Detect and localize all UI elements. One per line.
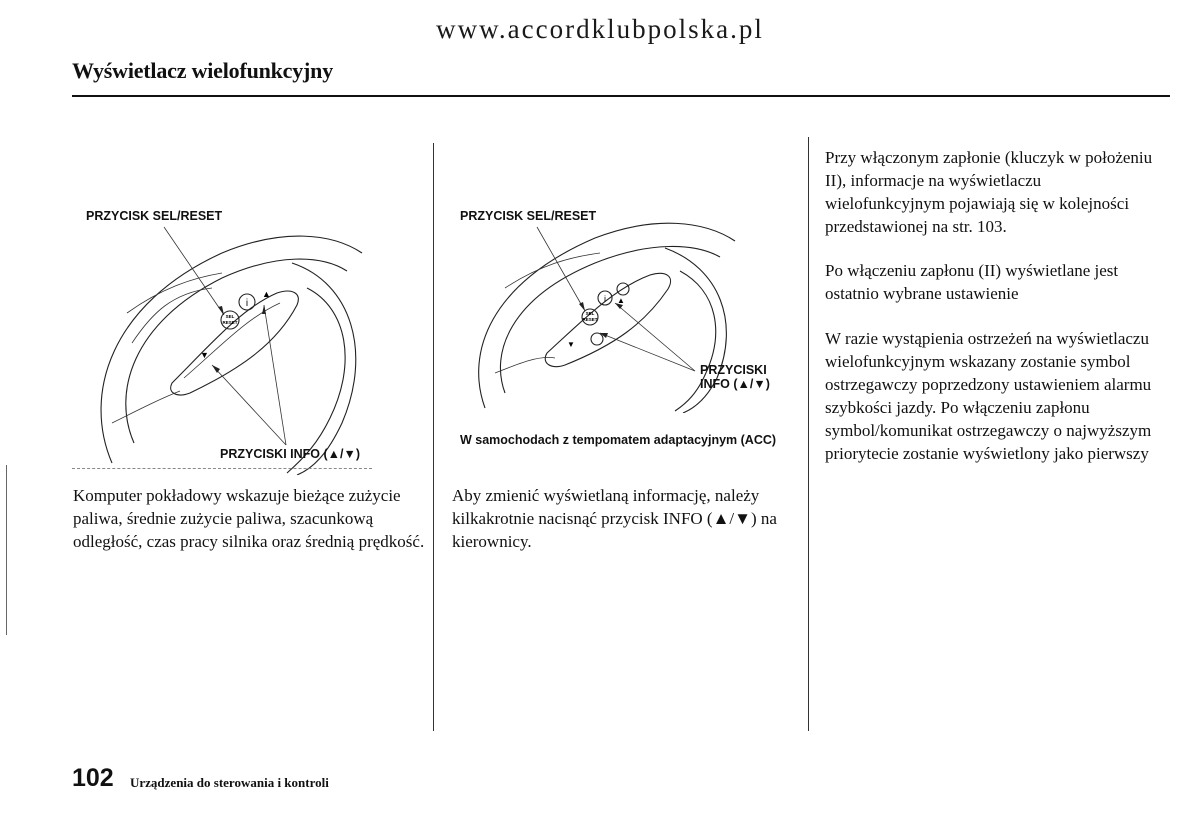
steering-wheel-illustration bbox=[72, 193, 412, 475]
figure-border bbox=[72, 468, 372, 469]
label-sel-reset: PRZYCISK SEL/RESET bbox=[86, 209, 223, 223]
column-3-paragraph-3: W razie wystąpienia ostrzeżeń na wyświetlaczu wielofunkcyjnym wskazany zostanie symbol ostrzegawczy poprzedzony ustawieniem alarmu szybkości jazdy. Po włączeniu zapłonu symbol/komunikat ostrzegawczy o najwyższym priorytecie zostanie wyświetlony jako pierwszy bbox=[825, 329, 1152, 463]
svg-text:i: i bbox=[604, 294, 606, 304]
column-divider-left bbox=[433, 143, 434, 731]
svg-text:SEL: SEL bbox=[585, 311, 595, 316]
column-3-paragraph-1: Przy włączonym zapłonie (kluczyk w położeniu II), informacje na wyświetlaczu wielofunkcyjnym pojawiają się w kolejności przedstawionej na str. 103. bbox=[825, 148, 1153, 236]
header-rule bbox=[72, 95, 1170, 97]
svg-text:RESET: RESET bbox=[222, 320, 238, 325]
page-title: Wyświetlacz wielofunkcyjny bbox=[72, 58, 334, 83]
column-divider-right bbox=[808, 137, 809, 731]
label-info-buttons-line2: INFO (▲/▼) bbox=[700, 377, 770, 391]
svg-text:▼: ▼ bbox=[567, 340, 575, 349]
watermark-url: www.accordklubpolska.pl bbox=[436, 14, 764, 44]
svg-text:▲: ▲ bbox=[262, 289, 271, 299]
column-3-paragraph-2: Po włączeniu zapłonu (II) wyświetlane jest ostatnio wybrane ustawienie bbox=[825, 261, 1119, 303]
margin-line bbox=[6, 465, 7, 635]
svg-text:i: i bbox=[245, 298, 249, 309]
svg-text:▼: ▼ bbox=[200, 350, 209, 360]
label-info-buttons-line1: PRZYCISKI bbox=[700, 363, 767, 377]
svg-text:RESET: RESET bbox=[582, 317, 598, 322]
footer-section-title: Urządzenia do sterowania i kontroli bbox=[130, 775, 329, 790]
svg-text:▲: ▲ bbox=[617, 296, 625, 305]
label-info-buttons: PRZYCISKI INFO (▲/▼) bbox=[220, 447, 361, 461]
svg-text:SEL: SEL bbox=[225, 314, 235, 319]
figure-steering-buttons bbox=[72, 193, 412, 475]
label-sel-reset: PRZYCISK SEL/RESET bbox=[460, 209, 597, 223]
figure-caption: W samochodach z tempomatem adaptacyjnym (ACC) bbox=[460, 433, 777, 447]
column-2-paragraph: Aby zmienić wyświetlaną informację, należy kilkakrotnie nacisnąć przycisk INFO (▲/▼) na kierownicy. bbox=[452, 486, 777, 551]
column-1-paragraph: Komputer pokładowy wskazuje bieżące zużycie paliwa, średnie zużycie paliwa, szacunkową odległość, czas pracy silnika oraz średnią prędkość. bbox=[73, 486, 425, 551]
figure-steering-buttons-acc bbox=[455, 193, 795, 455]
page-number: 102 bbox=[72, 764, 114, 792]
